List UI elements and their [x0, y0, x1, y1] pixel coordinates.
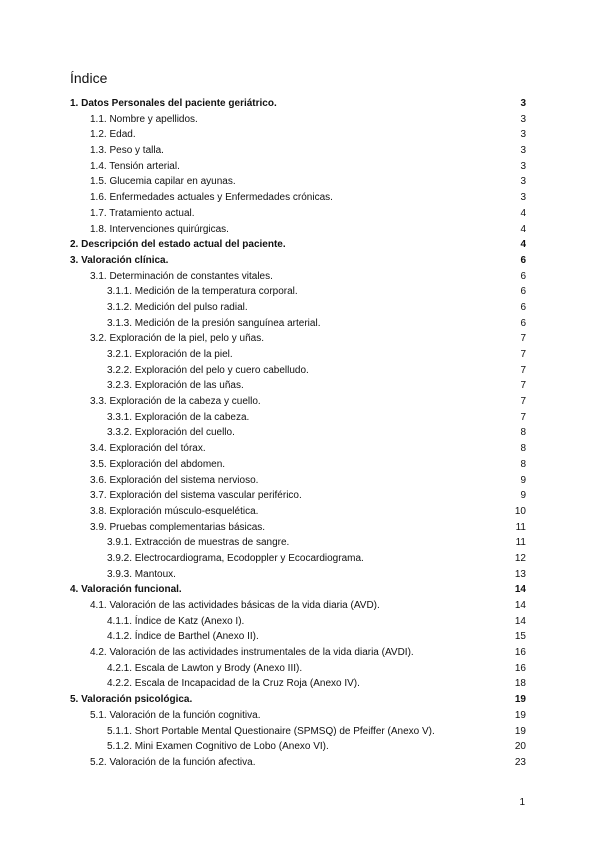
- toc-entry[interactable]: [70, 206, 526, 222]
- toc-entry-page: 7: [520, 333, 526, 345]
- toc-entry-page: 6: [520, 317, 526, 329]
- toc-entry-label: 4. Valoración funcional.: [70, 584, 182, 596]
- toc-entry-label: 1.3. Peso y talla.: [90, 145, 164, 157]
- toc-entry-label: 3.5. Exploración del abdomen.: [90, 458, 226, 470]
- toc-entry[interactable]: [70, 598, 526, 614]
- toc-entry-label: 1.6. Enfermedades actuales y Enfermedades crónicas.: [90, 192, 333, 204]
- toc-entry-page: 3: [520, 192, 526, 204]
- toc-entry-label: 1.8. Intervenciones quirúrgicas.: [90, 223, 229, 235]
- toc-entry-label: 5.1. Valoración de la función cognitiva.: [90, 709, 261, 721]
- toc-entry[interactable]: [70, 378, 526, 394]
- toc-entry-page: 13: [514, 568, 526, 580]
- toc-entry-page: 19: [514, 725, 526, 737]
- toc-entry-label: 3.9. Pruebas complementarias básicas.: [90, 521, 266, 533]
- toc-entry[interactable]: [70, 645, 526, 661]
- toc-entry[interactable]: [70, 692, 526, 708]
- toc-entry-page: 8: [520, 427, 526, 439]
- toc-entry[interactable]: [70, 739, 526, 755]
- toc-entry-label: 3.4. Exploración del tórax.: [90, 443, 206, 455]
- toc-entry-label: 3.3.2. Exploración del cuello.: [107, 427, 235, 439]
- toc-entry[interactable]: [70, 676, 526, 692]
- toc-entry[interactable]: [70, 551, 526, 567]
- toc-entry-label: 1.5. Glucemia capilar en ayunas.: [90, 176, 236, 188]
- toc-entry-label: 1.4. Tensión arterial.: [90, 160, 180, 172]
- toc-entry-page: 12: [514, 552, 526, 564]
- toc-entry[interactable]: [70, 567, 526, 583]
- toc-entry-page: 3: [520, 129, 526, 141]
- toc-entry-page: 19: [514, 694, 526, 706]
- toc-entry-page: 16: [514, 662, 526, 674]
- toc-entry-page: 7: [520, 364, 526, 376]
- toc-entry-label: 3.2. Exploración de la piel, pelo y uñas.: [90, 333, 264, 345]
- toc-entry-page: 7: [520, 411, 526, 423]
- toc-entry[interactable]: [70, 582, 526, 598]
- toc-entry-page: 4: [520, 207, 526, 219]
- toc-entry-label: 5.1.1. Short Portable Mental Questionaire (SPMSQ) de Pfeiffer (Anexo V).: [107, 725, 435, 737]
- toc-entry[interactable]: [70, 96, 526, 112]
- toc-entry-page: 9: [520, 490, 526, 502]
- toc-entry-page: 3: [520, 113, 526, 125]
- toc-entry-label: 3.1. Determinación de constantes vitales.: [90, 270, 273, 282]
- toc-entry-label: 4.2.2. Escala de Incapacidad de la Cruz Roja (Anexo IV).: [107, 678, 360, 690]
- toc-entry-label: 3.8. Exploración músculo-esquelética.: [90, 505, 259, 517]
- toc-entry-page: 15: [514, 631, 526, 643]
- toc-entry-label: 4.1.1. Índice de Katz (Anexo I).: [107, 615, 245, 627]
- toc-entry-label: 5.1.2. Mini Examen Cognitivo de Lobo (Anexo VI).: [107, 741, 329, 753]
- toc-entry[interactable]: [70, 127, 526, 143]
- toc-entry[interactable]: [70, 724, 526, 740]
- toc-entry[interactable]: [70, 425, 526, 441]
- toc-entry[interactable]: [70, 159, 526, 175]
- toc-entry-page: 3: [520, 145, 526, 157]
- toc-entry-page: 23: [514, 756, 526, 768]
- toc-entry[interactable]: [70, 488, 526, 504]
- toc-entry-label: 4.1.2. Índice de Barthel (Anexo II).: [107, 631, 259, 643]
- toc-entry-page: 14: [514, 584, 526, 596]
- toc-entry-label: 3.9.3. Mantoux.: [107, 568, 176, 580]
- page-number: 1: [519, 797, 525, 808]
- toc-entry-label: 2. Descripción del estado actual del paciente.: [70, 239, 286, 251]
- toc-entry-label: 3.2.3. Exploración de las uñas.: [107, 380, 244, 392]
- toc-entry[interactable]: [70, 363, 526, 379]
- toc-entry-label: 3.1.3. Medición de la presión sanguínea arterial.: [107, 317, 321, 329]
- toc-entry-page: 7: [520, 380, 526, 392]
- toc-entry-page: 19: [514, 709, 526, 721]
- toc-entry-label: 1.2. Edad.: [90, 129, 136, 141]
- toc-entry-page: 8: [520, 443, 526, 455]
- toc-entry[interactable]: [70, 222, 526, 238]
- toc-entry-page: 16: [514, 647, 526, 659]
- toc-entry-page: 14: [514, 615, 526, 627]
- toc-entry-page: 14: [514, 600, 526, 611]
- toc-entry-label: 3.3. Exploración de la cabeza y cuello.: [90, 396, 261, 408]
- toc-entry-label: 3.9.2. Electrocardiograma, Ecodoppler y Ecocardiograma.: [107, 552, 364, 564]
- toc-entry[interactable]: [70, 331, 526, 347]
- toc-entry[interactable]: [70, 441, 526, 457]
- toc-entry-page: 6: [520, 301, 526, 313]
- toc-entry-page: 11: [515, 537, 526, 549]
- toc-entry-label: 3.3.1. Exploración de la cabeza.: [107, 411, 250, 423]
- toc-entry-page: 20: [514, 741, 526, 753]
- toc-entry[interactable]: [70, 504, 526, 520]
- toc-entry[interactable]: [70, 284, 526, 300]
- toc-entry-label: 1.1. Nombre y apellidos.: [90, 113, 198, 125]
- table-of-contents: [70, 96, 526, 771]
- toc-entry-page: 7: [520, 396, 526, 408]
- toc-entry[interactable]: [70, 237, 526, 253]
- toc-entry[interactable]: [70, 174, 526, 190]
- toc-entry-label: 4.2. Valoración de las actividades instrumentales de la vida diaria (AVDI).: [90, 647, 414, 659]
- toc-entry[interactable]: [70, 112, 526, 128]
- toc-entry[interactable]: [70, 190, 526, 206]
- toc-entry-page: 18: [514, 678, 526, 690]
- toc-entry-label: 3.2.1. Exploración de la piel.: [107, 349, 233, 360]
- toc-entry-label: 5.2. Valoración de la función afectiva.: [90, 756, 256, 768]
- toc-entry-label: 4.1. Valoración de las actividades básicas de la vida diaria (AVD).: [90, 600, 380, 611]
- toc-entry[interactable]: [70, 457, 526, 473]
- toc-entry-label: 3.1.2. Medición del pulso radial.: [107, 301, 248, 313]
- toc-entry[interactable]: [70, 300, 526, 316]
- toc-entry-page: 10: [514, 505, 526, 517]
- toc-entry-page: 3: [520, 160, 526, 172]
- toc-entry[interactable]: [70, 614, 526, 630]
- toc-entry-page: 4: [520, 223, 526, 235]
- toc-entry[interactable]: [70, 143, 526, 159]
- toc-entry-page: 6: [520, 254, 526, 266]
- toc-entry-page: 6: [520, 270, 526, 282]
- toc-entry[interactable]: [70, 629, 526, 645]
- toc-entry-page: 8: [520, 458, 526, 470]
- toc-entry[interactable]: [70, 708, 526, 724]
- toc-entry-page: 4: [520, 239, 526, 251]
- toc-entry-label: 3.7. Exploración del sistema vascular periférico.: [90, 490, 302, 502]
- page-title: Índice: [70, 70, 108, 86]
- toc-entry-label: 1. Datos Personales del paciente geriátrico.: [70, 98, 277, 109]
- toc-entry-label: 3.2.2. Exploración del pelo y cuero cabelludo.: [107, 364, 309, 376]
- toc-entry-label: 4.2.1. Escala de Lawton y Brody (Anexo III).: [107, 662, 303, 674]
- toc-entry-page: 3: [520, 98, 526, 109]
- toc-entry-label: 3. Valoración clínica.: [70, 254, 169, 266]
- toc-entry[interactable]: [70, 394, 526, 410]
- toc-entry-page: 3: [520, 176, 526, 188]
- toc-entry-page: 11: [515, 521, 526, 533]
- toc-entry[interactable]: [70, 473, 526, 489]
- toc-entry[interactable]: [70, 535, 526, 551]
- toc-entry-page: 6: [520, 286, 526, 298]
- toc-entry-label: 1.7. Tratamiento actual.: [90, 207, 195, 219]
- toc-entry[interactable]: [70, 755, 526, 771]
- toc-entry-label: 3.9.1. Extracción de muestras de sangre.: [107, 537, 290, 549]
- toc-entry-label: 3.6. Exploración del sistema nervioso.: [90, 474, 259, 486]
- toc-entry-page: 7: [520, 349, 526, 360]
- toc-entry[interactable]: [70, 316, 526, 332]
- toc-entry-label: 3.1.1. Medición de la temperatura corporal.: [107, 286, 298, 298]
- toc-entry-page: 9: [520, 474, 526, 486]
- toc-entry[interactable]: [70, 347, 526, 363]
- toc-entry[interactable]: [70, 520, 526, 536]
- toc-entry[interactable]: [70, 269, 526, 285]
- toc-entry[interactable]: [70, 661, 526, 677]
- toc-entry-label: 5. Valoración psicológica.: [70, 694, 193, 706]
- toc-entry[interactable]: [70, 410, 526, 426]
- toc-entry[interactable]: [70, 253, 526, 269]
